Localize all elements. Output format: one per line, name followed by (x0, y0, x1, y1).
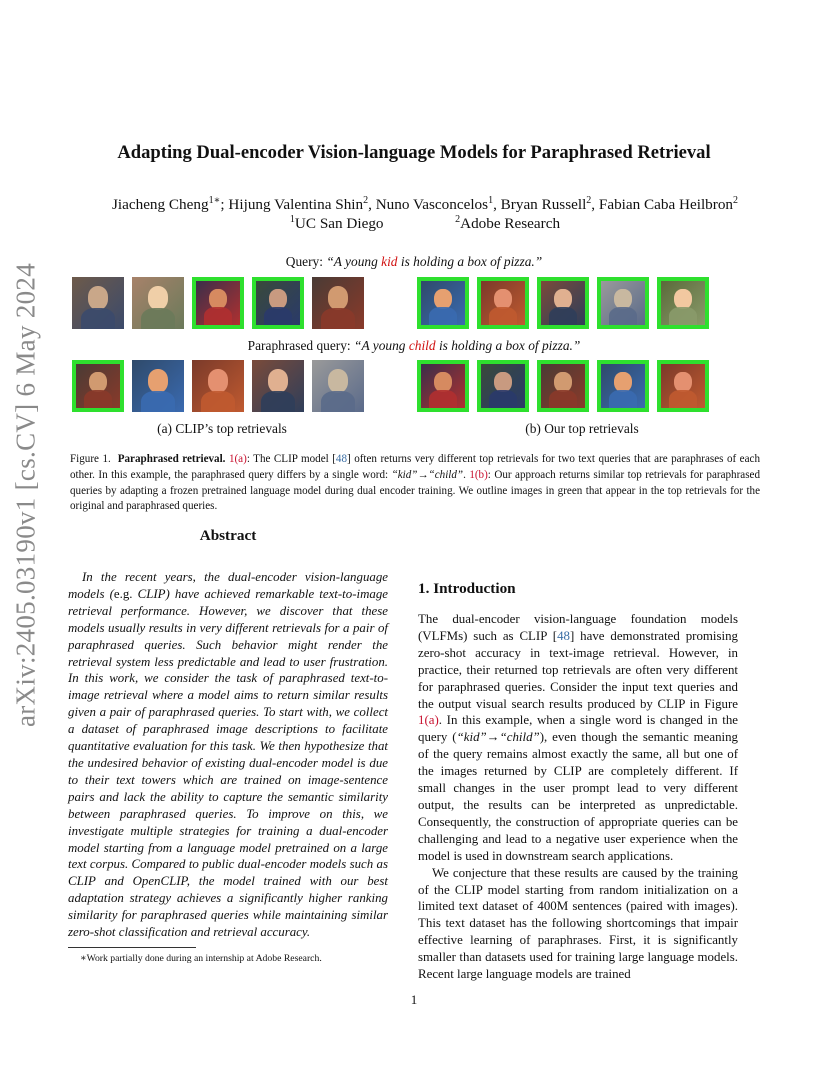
retrieved-image-thumbnail (192, 277, 244, 329)
footnote-rule (68, 947, 196, 948)
intro-text: The dual-encoder vision-language foundation models (VLFMs) such as CLIP [ (418, 612, 738, 643)
thumbnail-body (489, 307, 517, 329)
thumbnail-subject (554, 289, 572, 309)
figure-ref-link[interactable]: 1(b) (469, 468, 488, 481)
thumbnail-subject (208, 369, 229, 393)
caption-label: Figure 1. (70, 453, 111, 465)
thumbnail-body (261, 391, 294, 412)
footnote: ∗Work partially done during an internship at Adobe Research. (80, 953, 322, 964)
author-name: Hijung Valentina Shin (228, 196, 364, 214)
retrieved-image-thumbnail (597, 360, 649, 412)
author-name: Fabian Caba Heilbron (598, 196, 734, 214)
retrieved-image-thumbnail (252, 360, 304, 412)
abstract-eg: e.g. (113, 586, 133, 601)
subcaption-a: (a) CLIP’s top retrievals (157, 421, 287, 436)
figure-caption (70, 452, 760, 515)
figure-paraphrased-query (90, 338, 738, 354)
para-changed-word: child (408, 338, 436, 353)
intro-text: ), even though the semantic meaning of the query remains almost exactly the same, all but one of the images returned by CLIP are completely different. If small changes in the user prompt lead to very different output, the results can be interpreted as unpredictable. Consequently, the construction of appropriate queries can be challenging and lead to a negative user experience when the model is used in downstream search applications. (418, 730, 738, 863)
author-sup: 2 (363, 195, 369, 206)
author-name: Nuno Vasconcelos (375, 196, 489, 214)
thumbnail-subject (209, 289, 227, 309)
query-text: is holding a box of pizza.” (397, 254, 543, 269)
caption-text: . (463, 468, 470, 481)
thumbnail-subject (434, 289, 452, 309)
para-label: Paraphrased query: (247, 338, 351, 353)
intro-text: ] have demonstrated promising zero-shot accuracy in text-image retrieval. However, in practice, their returned top retrievals are often very different for paraphrased queries. Consider the input text queries and the output visual search results produced by CLIP in Figure (418, 628, 738, 711)
para-text: “A young (354, 338, 409, 353)
thumbnail-subject (614, 289, 632, 309)
affil-sup: 2 (455, 214, 461, 225)
thumbnail-body (201, 391, 234, 412)
para-text: is holding a box of pizza.” (435, 338, 581, 353)
affil-sup: 1 (289, 214, 295, 225)
thumbnail-body (321, 308, 354, 329)
thumbnail-subject (328, 369, 349, 393)
author-sup: 1∗ (208, 195, 221, 206)
ours-query-row (417, 277, 709, 329)
retrieved-image-thumbnail (597, 277, 649, 329)
thumbnail-body (321, 391, 354, 412)
abstract-text: In the recent years, the dual-encoder vision-language models ( (68, 570, 388, 601)
affiliation: Adobe Research (460, 215, 561, 233)
retrieved-image-thumbnail (192, 360, 244, 412)
abstract-text: CLIP) have achieved remarkable text-to-image retrieval performance. However, we discover that these models usually results in very different retrievals for a pair of paraphrased queries. Such behavior might render the retrieval system less predictable and lead to user frustration. In this work, we consider the task of paraphrased text-to-image retrieval where a model aims to return similar results given a pair of paraphrased queries. To start with, we collect a dataset of paraphrased image descriptions to facilitate quantitative evaluation for this task. We then hypothesize that the undesired behavior of existing dual-encoder model is due to their text towers which are trained on image-sentence pairs and lack the ability to capture the semantic similarity between paraphrased queries. To improve on this, we investigate multiple strategies for training a dual-encoder model starting from a language model pretrained on a large text corpus. Compared to public dual-encoder models such as CLIP and OpenCLIP, the model trained with our best adaptation strategy achieves a significantly higher ranking similarity for paraphrased queries while maintaining similar zero-shot classification and retrieval accuracy. (68, 586, 388, 940)
citation-link[interactable]: 48 (335, 453, 348, 465)
thumbnail-body (489, 390, 517, 412)
query-label: Query: (285, 254, 323, 269)
thumbnail-subject (268, 369, 289, 393)
thumbnail-body (84, 390, 112, 412)
author-sup: 2 (586, 195, 592, 206)
intro-example: “kid”→“child” (456, 730, 540, 745)
thumbnail-body (264, 307, 292, 329)
caption-bold: Paraphrased retrieval. (117, 453, 226, 465)
author-sup: 1 (488, 195, 494, 206)
thumbnail-subject (434, 372, 452, 392)
retrieved-image-thumbnail (72, 277, 124, 329)
author-list: Jiacheng Cheng$^{1∗}$; Hijung Valentina Shin$^2$, Nuno Vasconcelos$^1$, Bryan Russell$^2$, Fabian Caba Heilbron$^2$ (111, 195, 739, 214)
clip-query-row (72, 277, 364, 329)
thumbnail-body (669, 390, 697, 412)
intro-heading: 1. Introduction (418, 580, 516, 597)
caption-example: “kid”→“child” (391, 468, 464, 481)
intro-text: . In this example, when a single word is changed in the query ( (418, 713, 738, 745)
thumbnail-body (549, 307, 577, 329)
query-text: “A young (326, 254, 382, 269)
retrieved-image-thumbnail (417, 360, 469, 412)
retrieved-image-thumbnail (132, 277, 184, 329)
retrieved-image-thumbnail (72, 360, 124, 412)
thumbnail-body (81, 308, 114, 329)
thumbnail-subject (88, 286, 109, 310)
thumbnail-subject (494, 372, 512, 392)
paper-title: Adapting Dual-encoder Vision-language Models for Paraphrased Retrieval (117, 142, 711, 163)
retrieved-image-thumbnail (537, 277, 589, 329)
intro-paragraph (418, 611, 738, 865)
thumbnail-subject (269, 289, 287, 309)
retrieved-image-thumbnail (252, 277, 304, 329)
figure-ref-link[interactable]: 1(a) (418, 713, 439, 728)
retrieved-image-thumbnail (417, 277, 469, 329)
retrieved-image-thumbnail (132, 360, 184, 412)
retrieved-image-thumbnail (537, 360, 589, 412)
thumbnail-body (429, 390, 457, 412)
author-name: Bryan Russell (500, 196, 587, 214)
thumbnail-subject (674, 289, 692, 309)
figure-query (90, 254, 738, 270)
author-sup: 2 (733, 195, 739, 206)
thumbnail-body (609, 307, 637, 329)
intro-paragraph: We conjecture that these results are caused by the training of the CLIP model starting from random initialization on a limited text dataset of 400M sentences (paired with images). This text dataset has the following shortcomings that impair effective learning of paraphrases. First, it is significantly smaller than datasets used for training large language models. Recent large language models are trained (418, 865, 738, 982)
affiliations (40, 214, 810, 233)
clip-para-row (72, 360, 364, 412)
retrieved-image-thumbnail (657, 277, 709, 329)
arxiv-sidebar (6, 262, 46, 728)
thumbnail-body (429, 307, 457, 329)
thumbnail-subject (494, 289, 512, 309)
retrieved-image-thumbnail (657, 360, 709, 412)
retrieved-image-thumbnail (312, 277, 364, 329)
figure-ref-link[interactable]: 1(a) (228, 453, 247, 465)
arxiv-id: arXiv:2405.03190v1 [cs.CV] 6 May 2024 (10, 262, 41, 728)
caption-text: ] often returns very different top retrievals for two text queries that are paraphrases of each other. In this example, the paraphrased query differs by a single word: (70, 453, 760, 481)
thumbnail-subject (674, 372, 692, 392)
caption-text: : Our approach returns similar top retrievals for paraphrased queries by adapting a frozen pretrained language model during dual encoder training. We outline images in green that appear in the top retrievals for the original and paraphrased queries. (70, 468, 760, 513)
thumbnail-subject (89, 372, 107, 392)
thumbnail-body (669, 307, 697, 329)
citation-link[interactable]: 48 (557, 628, 570, 643)
query-changed-word: kid (381, 254, 398, 269)
thumbnail-body (204, 307, 232, 329)
intro-body (418, 611, 738, 983)
thumbnail-subject (554, 372, 572, 392)
thumbnail-body (609, 390, 637, 412)
abstract-body (68, 569, 388, 941)
retrieved-image-thumbnail (477, 360, 529, 412)
thumbnail-body (141, 308, 174, 329)
author-name: Jiacheng Cheng (111, 196, 209, 214)
thumbnail-subject (148, 369, 169, 393)
abstract-heading: Abstract (199, 527, 257, 544)
subcaption-b: (b) Our top retrievals (525, 421, 639, 436)
affiliation: UC San Diego (294, 215, 384, 233)
ours-para-row (417, 360, 709, 412)
thumbnail-body (141, 391, 174, 412)
thumbnail-subject (614, 372, 632, 392)
caption-text: : The CLIP model [ (246, 453, 336, 465)
thumbnail-body (549, 390, 577, 412)
page-number: 1 (410, 992, 418, 1007)
thumbnail-subject (148, 286, 169, 310)
retrieved-image-thumbnail (312, 360, 364, 412)
thumbnail-subject (328, 286, 349, 310)
retrieved-image-thumbnail (477, 277, 529, 329)
